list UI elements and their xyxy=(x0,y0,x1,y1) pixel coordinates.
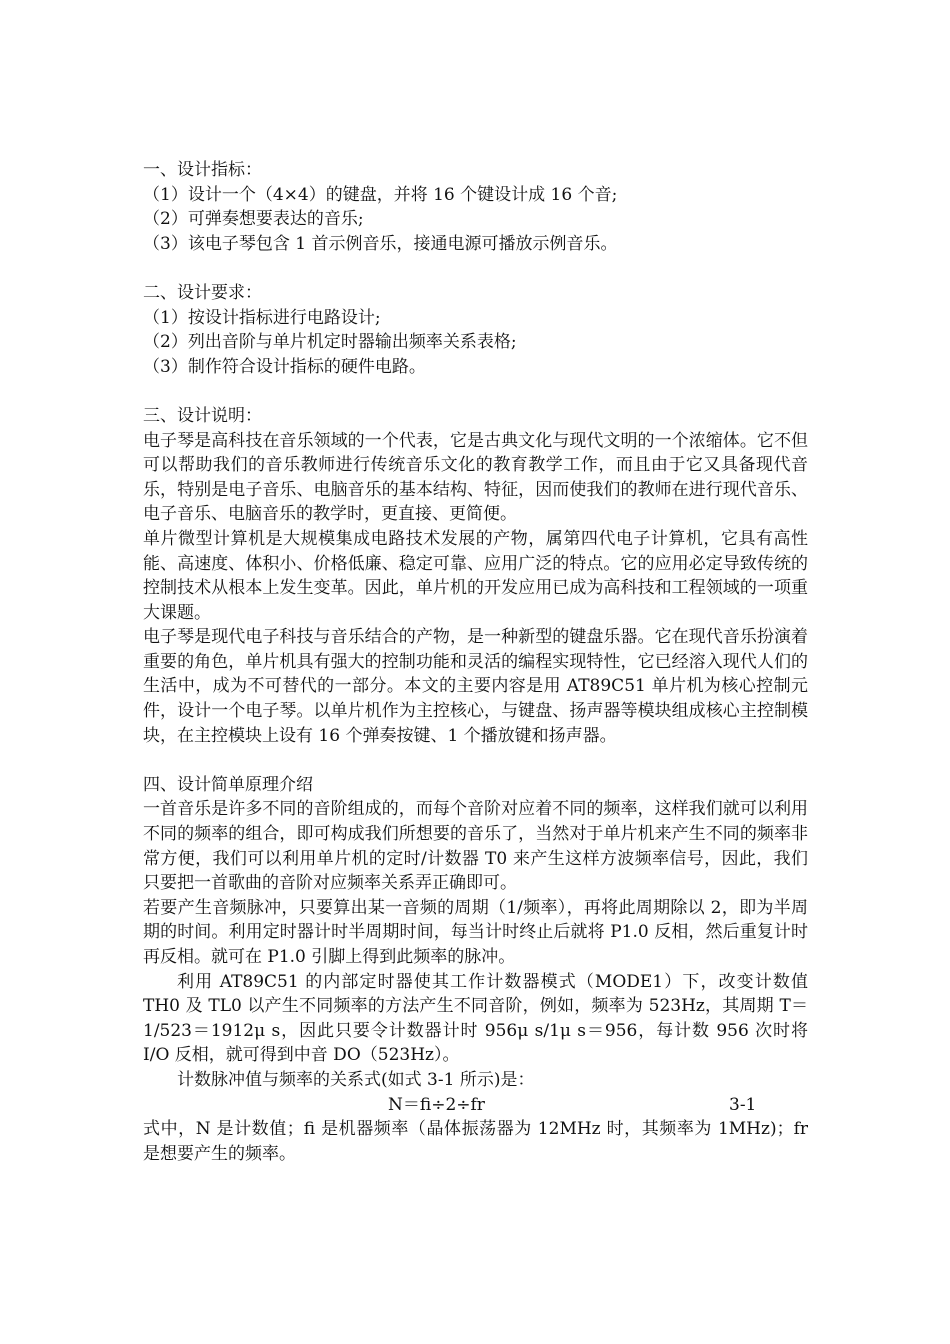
body-paragraph: 电子琴是高科技在音乐领域的一个代表，它是古典文化与现代文明的一个浓缩体。它不但可以帮助我们的音乐教师进行传统音乐文化的教育教学工作，而且由于它又具备现代音乐，特别是电子音乐、电脑音乐的基本结构、特征，因而使我们的教师在进行现代音乐、电子音乐、电脑音乐的教学时，更直接、更简便。 xyxy=(143,430,808,525)
section-design-principle xyxy=(143,773,808,1167)
section-heading: 二、设计要求： xyxy=(143,282,262,303)
section-design-description xyxy=(143,404,808,748)
body-paragraph: 一首音乐是许多不同的音阶组成的，而每个音阶对应着不同的频率，这样我们就可以利用不同的频率的组合，即可构成我们所想要的音乐了，当然对于单片机来产生不同的频率非常方便，我们可以利用单片机的定时/计数器 T0 来产生这样方波频率信号，因此，我们只要把一首歌曲的音阶对应频率关系弄正确即可。 xyxy=(143,799,808,894)
body-paragraph: 单片微型计算机是大规模集成电路技术发展的产物，属第四代电子计算机，它具有高性能、高速度、体积小、价格低廉、稳定可靠、应用广泛的特点。它的应用必定导致传统的控制技术从根本上发生变革。因此，单片机的开发应用已成为高科技和工程领域的一项重大课题。 xyxy=(143,528,808,623)
body-paragraph: 若要产生音频脉冲，只要算出某一音频的周期（1/频率），再将此周期除以 2，即为半周期的时间。利用定时器计时半周期时间，每当计时终止后就将 P1.0 反相，然后重复计时再反相。就可在 P1.0 引脚上得到此频率的脉冲。 xyxy=(143,897,808,967)
formula-number: 3-1 xyxy=(729,1094,757,1115)
section-heading: 一、设计指标： xyxy=(143,160,262,180)
document-page xyxy=(143,158,808,1191)
body-paragraph: 电子琴是现代电子科技与音乐结合的产物，是一种新型的键盘乐器。它在现代音乐扮演着重要的角色，单片机具有强大的控制功能和灵活的编程实现特性，它已经溶入现代人们的生活中，成为不可替代的一部分。本文的主要内容是用 AT89C51 单片机为核心控制元件，设计一个电子琴。以单片机作为主控核心，与键盘、扬声器等模块组成核心主控制模块，在主控模块上设有 16 个弹奏按键、1 个播放键和扬声器。 xyxy=(143,627,808,746)
formula-row xyxy=(143,1093,808,1118)
section-design-requirements xyxy=(143,281,808,379)
section-design-indicators xyxy=(143,158,808,256)
section-heading: 三、设计说明： xyxy=(143,405,262,426)
list-item: （2）列出音阶与单片机定时器输出频率关系表格; xyxy=(143,332,517,353)
list-item: （3）制作符合设计指标的硬件电路。 xyxy=(143,356,426,377)
body-paragraph: 利用 AT89C51 的内部定时器使其工作计数器模式（MODE1）下，改变计数值 TH0 及 TL0 以产生不同频率的方法产生不同音阶，例如，频率为 523Hz，其周期 T＝1/523＝1912μ s，因此只要令计数器计时 956μ s/1μ s＝956，每计数 956 次时将 I/O 反相，就可得到中音 DO（523Hz）。 xyxy=(143,971,808,1066)
list-item: （1）设计一个（4×4）的键盘，并将 16 个键设计成 16 个音; xyxy=(143,184,618,205)
list-item: （1）按设计指标进行电路设计; xyxy=(143,307,381,328)
list-item: （3）该电子琴包含 1 首示例音乐，接通电源可播放示例音乐。 xyxy=(143,233,618,254)
body-paragraph: 式中，N 是计数值；fi 是机器频率（晶体振荡器为 12MHz 时，其频率为 1MHz)；fr 是想要产生的频率。 xyxy=(143,1119,808,1164)
section-heading: 四、设计简单原理介绍 xyxy=(143,774,313,795)
list-item: （2）可弹奏想要表达的音乐; xyxy=(143,209,364,230)
body-paragraph: 计数脉冲值与频率的关系式(如式 3-1 所示)是： xyxy=(177,1069,535,1090)
formula: N＝fi÷2÷fr xyxy=(388,1094,485,1115)
